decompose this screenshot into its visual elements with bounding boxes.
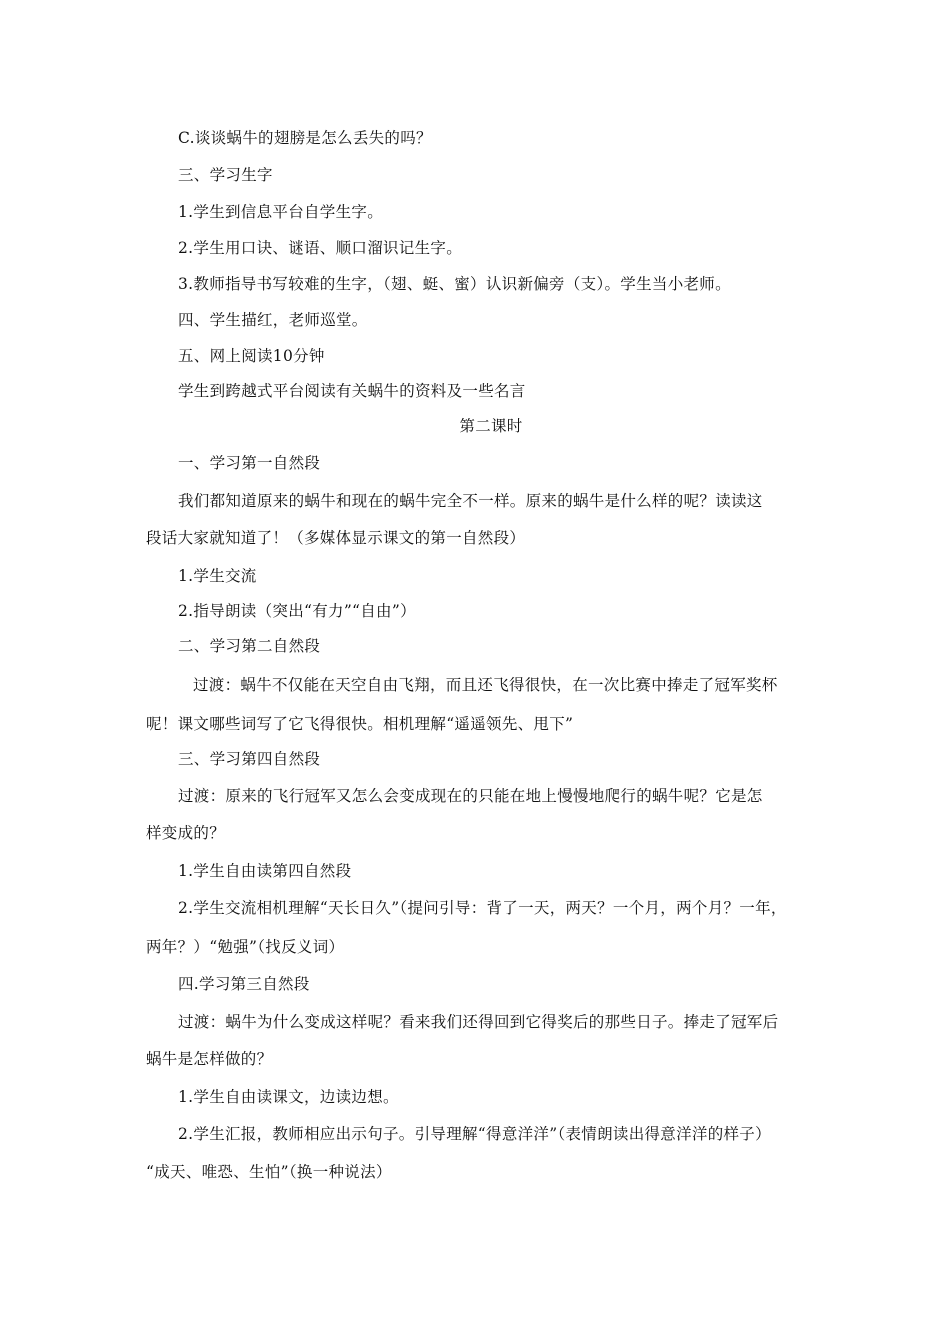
text-line: 蜗牛是怎样做的？	[146, 1050, 273, 1068]
section-heading: 五、网上阅读10分钟	[178, 347, 325, 365]
text-line: 2.学生用口诀、谜语、顺口溜识记生字。	[178, 239, 462, 257]
text-line: 过渡：蜗牛为什么变成这样呢？看来我们还得回到它得奖后的那些日子。捧走了冠军后	[178, 1013, 779, 1031]
section-heading: 四、学生描红，老师巡堂。	[178, 311, 368, 329]
text-line: 3.教师指导书写较难的生字，（翅、蜓、蜜）认识新偏旁（支）。学生当小老师。	[178, 275, 731, 293]
section-heading: 二、学习第二自然段	[178, 637, 321, 655]
text-line: 1.学生自由读课文，边读边想。	[178, 1088, 399, 1106]
lesson-title: 第二课时	[459, 417, 523, 435]
text-line: 1.学生到信息平台自学生字。	[178, 203, 383, 221]
text-line: 我们都知道原来的蜗牛和现在的蜗牛完全不一样。原来的蜗牛是什么样的呢？读读这	[178, 492, 763, 510]
text-line: 2.指导朗读（突出“有力”“自由”）	[178, 602, 416, 620]
text-line: 段话大家就知道了！（多媒体显示课文的第一自然段）	[146, 529, 526, 547]
text-line: 1.学生自由读第四自然段	[178, 862, 352, 880]
text-line: 过渡：蜗牛不仅能在天空自由飞翔，而且还飞得很快，在一次比赛中捧走了冠军奖杯	[193, 676, 778, 694]
section-heading: 四.学习第三自然段	[178, 975, 310, 993]
text-line: 呢！课文哪些词写了它飞得很快。相机理解“遥遥领先、甩下”	[146, 715, 574, 733]
text-line: 学生到跨越式平台阅读有关蜗牛的资料及一些名言	[178, 382, 526, 400]
text-line: 样变成的？	[146, 824, 226, 842]
section-heading: 一、学习第一自然段	[178, 454, 321, 472]
text-line: 两年？）“勉强”（找反义词）	[146, 938, 345, 956]
text-line: “成天、唯恐、生怕”（换一种说法）	[146, 1163, 392, 1181]
text-line: 1.学生交流	[178, 567, 257, 585]
text-line: 2.学生交流相机理解“天长日久”（提问引导：背了一天，两天？一个月，两个月？一年，	[178, 899, 787, 917]
section-heading: 三、学习第四自然段	[178, 750, 321, 768]
text-line: 2.学生汇报，教师相应出示句子。引导理解“得意洋洋”（表情朗读出得意洋洋的样子）	[178, 1125, 771, 1143]
text-line: C.谈谈蜗牛的翅膀是怎么丢失的吗？	[178, 129, 432, 147]
section-heading: 三、学习生字	[178, 166, 273, 184]
text-line: 过渡：原来的飞行冠军又怎么会变成现在的只能在地上慢慢地爬行的蜗牛呢？它是怎	[178, 787, 763, 805]
